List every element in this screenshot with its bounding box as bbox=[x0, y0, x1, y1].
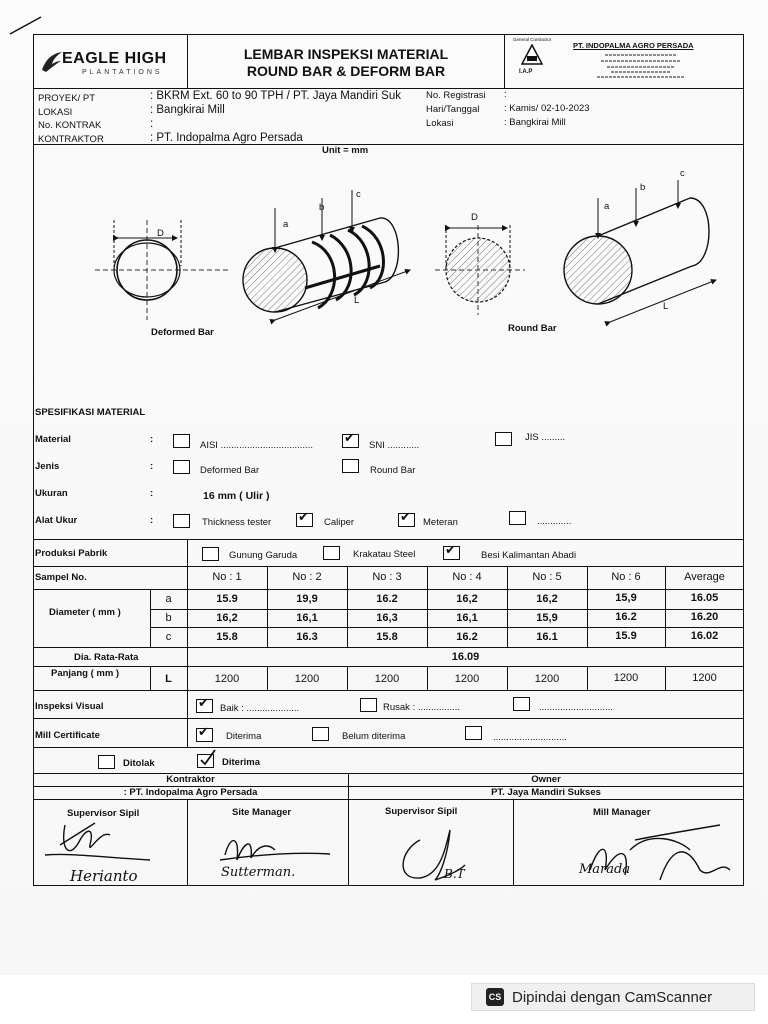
value-kontraktor: : PT. Indopalma Agro Persada bbox=[150, 132, 303, 144]
mill-other-label: ............................ bbox=[493, 732, 567, 743]
rusak-label: Rusak : ................ bbox=[383, 702, 461, 713]
table-cell: 16.20 bbox=[690, 611, 719, 623]
bar-diagram bbox=[80, 180, 730, 340]
alat-ukur-label: Alat Ukur bbox=[35, 515, 78, 526]
table-cell: 16.1 bbox=[536, 631, 558, 643]
gunung-garuda-checkbox[interactable] bbox=[202, 547, 219, 561]
table-cell: 19,9 bbox=[296, 593, 318, 605]
label-registrasi: No. Registrasi bbox=[426, 90, 486, 101]
besi-kalimantan-checkbox[interactable]: ✔ bbox=[443, 546, 460, 560]
label-kontraktor: KONTRAKTOR bbox=[38, 133, 104, 145]
column-header: Average bbox=[684, 571, 725, 583]
table-cell: 16,2 bbox=[456, 593, 478, 605]
camscanner-text: Dipindai dengan CamScanner bbox=[512, 988, 713, 1006]
deformed-bar-checkbox[interactable] bbox=[173, 460, 190, 474]
signature-name-4: Marada bbox=[579, 862, 631, 877]
mill-diterima-checkbox[interactable]: ✔ bbox=[196, 728, 213, 742]
table-cell: 16.05 bbox=[690, 592, 719, 604]
letter-a-deformed: a bbox=[283, 219, 289, 230]
contractor-logo-block bbox=[507, 36, 742, 86]
kontraktor-title: Kontraktor bbox=[166, 774, 215, 785]
material-colon: : bbox=[150, 434, 154, 445]
value-kontrak: : bbox=[150, 118, 154, 130]
visual-other-checkbox[interactable] bbox=[513, 697, 530, 711]
contractor-name: PT. INDOPALMA AGRO PERSADA bbox=[573, 41, 694, 50]
column-header: No : 2 bbox=[292, 571, 322, 583]
info-values bbox=[150, 89, 401, 145]
krakatau-checkbox[interactable] bbox=[323, 546, 340, 560]
label-tanggal: Hari/Tanggal bbox=[426, 104, 480, 115]
sni-label: SNI ............ bbox=[369, 440, 420, 451]
contractor-initials: I.A.P bbox=[519, 69, 533, 75]
letter-c-deformed: c bbox=[356, 189, 361, 200]
table-cell: 1200 bbox=[534, 673, 560, 685]
company-logo bbox=[40, 48, 185, 84]
letter-l-deformed: L bbox=[354, 295, 360, 306]
thickness-tester-label: Thickness tester bbox=[202, 517, 272, 528]
table-cell: 1200 bbox=[692, 672, 717, 684]
letter-d-deformed: D bbox=[157, 228, 164, 239]
kontraktor-company: : PT. Indopalma Agro Persada bbox=[123, 787, 258, 798]
contractor-address-lines bbox=[585, 52, 695, 80]
value-proyek: : BKRM Ext. 60 to 90 TPH / PT. Jaya Mandiri Suk bbox=[150, 90, 401, 102]
belum-diterima-label: Belum diterima bbox=[342, 731, 406, 742]
table-cell: 16.2 bbox=[456, 631, 478, 643]
owner-company: PT. Jaya Mandiri Sukses bbox=[491, 787, 601, 798]
label-lokasi: LOKASI bbox=[38, 106, 73, 118]
mill-diterima-label: Diterima bbox=[226, 731, 262, 742]
baik-checkbox[interactable]: ✔ bbox=[196, 699, 213, 713]
table-cell: 16,3 bbox=[376, 612, 398, 624]
belum-diterima-checkbox[interactable] bbox=[312, 727, 329, 741]
material-label: Material bbox=[35, 434, 71, 445]
jis-label: JIS ......... bbox=[525, 432, 566, 443]
letter-l-round: L bbox=[663, 301, 669, 312]
deformed-bar-caption: Deformed Bar bbox=[151, 327, 214, 338]
column-header: No : 1 bbox=[212, 571, 242, 583]
table-cell: 15.8 bbox=[216, 631, 238, 643]
logo-name: EAGLE HIGH bbox=[62, 50, 167, 67]
role-supervisor-kontraktor: Supervisor Sipil bbox=[67, 808, 140, 819]
panjang-label: Panjang ( mm ) bbox=[51, 668, 120, 679]
iap-logo-icon bbox=[521, 44, 543, 66]
meteran-label: Meteran bbox=[423, 517, 458, 528]
mill-other-checkbox[interactable] bbox=[465, 726, 482, 740]
round-bar-caption: Round Bar bbox=[508, 323, 557, 334]
alat-ukur-colon: : bbox=[150, 515, 154, 526]
visual-other-label: ............................ bbox=[539, 702, 613, 713]
letter-c-round: c bbox=[680, 168, 685, 179]
table-cell: 16.3 bbox=[296, 631, 318, 643]
round-bar-option: Round Bar bbox=[370, 465, 416, 476]
rata-rata-value: 16.09 bbox=[451, 651, 480, 663]
round-bar-checkbox[interactable] bbox=[342, 459, 359, 473]
title-line-1: LEMBAR INSPEKSI MATERIAL bbox=[243, 46, 449, 62]
role-site-manager: Site Manager bbox=[232, 807, 292, 818]
label-lokasi-right: Lokasi bbox=[426, 118, 454, 129]
thickness-tester-checkbox[interactable] bbox=[173, 514, 190, 528]
form-title bbox=[188, 46, 504, 80]
aisi-label: AISI ................................... bbox=[200, 440, 313, 451]
spec-title: SPESIFIKASI MATERIAL bbox=[35, 407, 146, 418]
meteran-checkbox[interactable]: ✔ bbox=[398, 513, 415, 527]
column-header: No : 5 bbox=[532, 571, 562, 583]
diterima-label: Diterima bbox=[222, 757, 261, 768]
baik-label: Baik : .................... bbox=[220, 703, 300, 714]
diameter-label: Diameter ( mm ) bbox=[49, 607, 121, 618]
column-header: No : 3 bbox=[372, 571, 402, 583]
table-cell: 1200 bbox=[454, 673, 480, 685]
table-cell: 16,1 bbox=[456, 612, 478, 624]
other-tool-label: ............. bbox=[537, 516, 572, 527]
panjang-key: L bbox=[165, 673, 172, 685]
table-cell: 1200 bbox=[294, 673, 320, 685]
role-supervisor-owner: Supervisor Sipil bbox=[385, 806, 458, 817]
row-key-c: c bbox=[165, 631, 172, 643]
label-kontrak: No. KONTRAK bbox=[38, 120, 102, 131]
table-cell: 16.2 bbox=[376, 593, 398, 605]
caliper-label: Caliper bbox=[324, 517, 355, 528]
row-key-b: b bbox=[165, 612, 172, 624]
row-key-a: a bbox=[165, 593, 172, 605]
jenis-label: Jenis bbox=[35, 461, 60, 472]
eagle-icon bbox=[40, 50, 64, 74]
column-header: No : 6 bbox=[611, 571, 641, 583]
camscanner-icon: CS bbox=[486, 988, 504, 1006]
ditolak-checkbox[interactable] bbox=[98, 755, 115, 769]
table-cell: 16.02 bbox=[690, 630, 719, 642]
besi-kalimantan-label: Besi Kalimantan Abadi bbox=[481, 550, 577, 561]
contractor-tag: General Contractor bbox=[513, 37, 552, 42]
ukuran-label: Ukuran bbox=[35, 488, 68, 499]
info-right-values bbox=[504, 88, 590, 130]
signature-name-2: Sutterman. bbox=[221, 865, 296, 880]
column-header: No : 4 bbox=[452, 571, 482, 583]
value-tanggal: : Kamis/ 02-10-2023 bbox=[504, 103, 590, 114]
value-lokasi-right: : Bangkirai Mill bbox=[504, 117, 566, 128]
title-line-2: ROUND BAR & DEFORM BAR bbox=[246, 63, 446, 79]
diterima-checkbox[interactable] bbox=[197, 754, 214, 768]
logo-subtitle: PLANTATIONS bbox=[82, 69, 163, 76]
table-cell: 16,2 bbox=[536, 593, 558, 605]
table-cell: 16,2 bbox=[216, 612, 238, 624]
table-cell: 15,9 bbox=[615, 592, 637, 604]
table-cell: 16.2 bbox=[615, 611, 637, 623]
ditolak-label: Ditolak bbox=[123, 758, 155, 769]
table-cell: 16,1 bbox=[296, 612, 318, 624]
ukuran-value: 16 mm ( Ulir ) bbox=[203, 490, 270, 502]
produksi-label: Produksi Pabrik bbox=[35, 548, 108, 559]
info-labels bbox=[38, 92, 104, 146]
inspeksi-visual-label: Inspeksi Visual bbox=[35, 701, 104, 712]
label-proyek: PROYEK/ PT bbox=[38, 93, 96, 104]
rusak-checkbox[interactable] bbox=[360, 698, 377, 712]
table-cell: 15.9 bbox=[216, 593, 238, 605]
rata-rata-label: Dia. Rata-Rata bbox=[74, 652, 139, 663]
letter-b-round: b bbox=[640, 182, 646, 193]
table-cell: 15.9 bbox=[615, 630, 637, 642]
letter-d-round: D bbox=[471, 212, 478, 223]
signature-1 bbox=[40, 815, 180, 870]
deformed-bar-option: Deformed Bar bbox=[200, 465, 260, 476]
mill-certificate-label: Mill Certificate bbox=[35, 730, 100, 741]
signature-3 bbox=[390, 820, 490, 885]
info-right-labels bbox=[426, 89, 490, 131]
table-cell: 1200 bbox=[214, 673, 240, 685]
jenis-colon: : bbox=[150, 461, 154, 472]
role-mill-manager: Mill Manager bbox=[593, 807, 651, 818]
unit-label: Unit = mm bbox=[322, 145, 369, 156]
table-cell: 15.8 bbox=[376, 631, 398, 643]
letter-a-round: a bbox=[604, 201, 610, 212]
ukuran-colon: : bbox=[150, 488, 154, 499]
signature-name-3: B.T bbox=[444, 867, 465, 881]
table-cell: 1200 bbox=[613, 672, 639, 684]
value-lokasi: : Bangkirai Mill bbox=[150, 104, 225, 116]
gunung-garuda-label: Gunung Garuda bbox=[229, 550, 298, 561]
sampel-label: Sampel No. bbox=[35, 572, 87, 583]
owner-title: Owner bbox=[531, 774, 561, 785]
check-icon bbox=[198, 749, 218, 767]
jis-checkbox[interactable] bbox=[495, 432, 512, 446]
krakatau-label: Krakatau Steel bbox=[353, 549, 416, 560]
table-cell: 15,9 bbox=[536, 612, 558, 624]
other-tool-checkbox[interactable] bbox=[509, 511, 526, 525]
signature-name-1: Herianto bbox=[70, 867, 138, 885]
caliper-checkbox[interactable]: ✔ bbox=[296, 513, 313, 527]
sni-checkbox[interactable]: ✔ bbox=[342, 434, 359, 448]
aisi-checkbox[interactable] bbox=[173, 434, 190, 448]
camscanner-watermark bbox=[471, 983, 755, 1011]
table-cell: 1200 bbox=[374, 673, 400, 685]
letter-b-deformed: b bbox=[319, 202, 325, 213]
value-registrasi: : bbox=[504, 89, 507, 100]
